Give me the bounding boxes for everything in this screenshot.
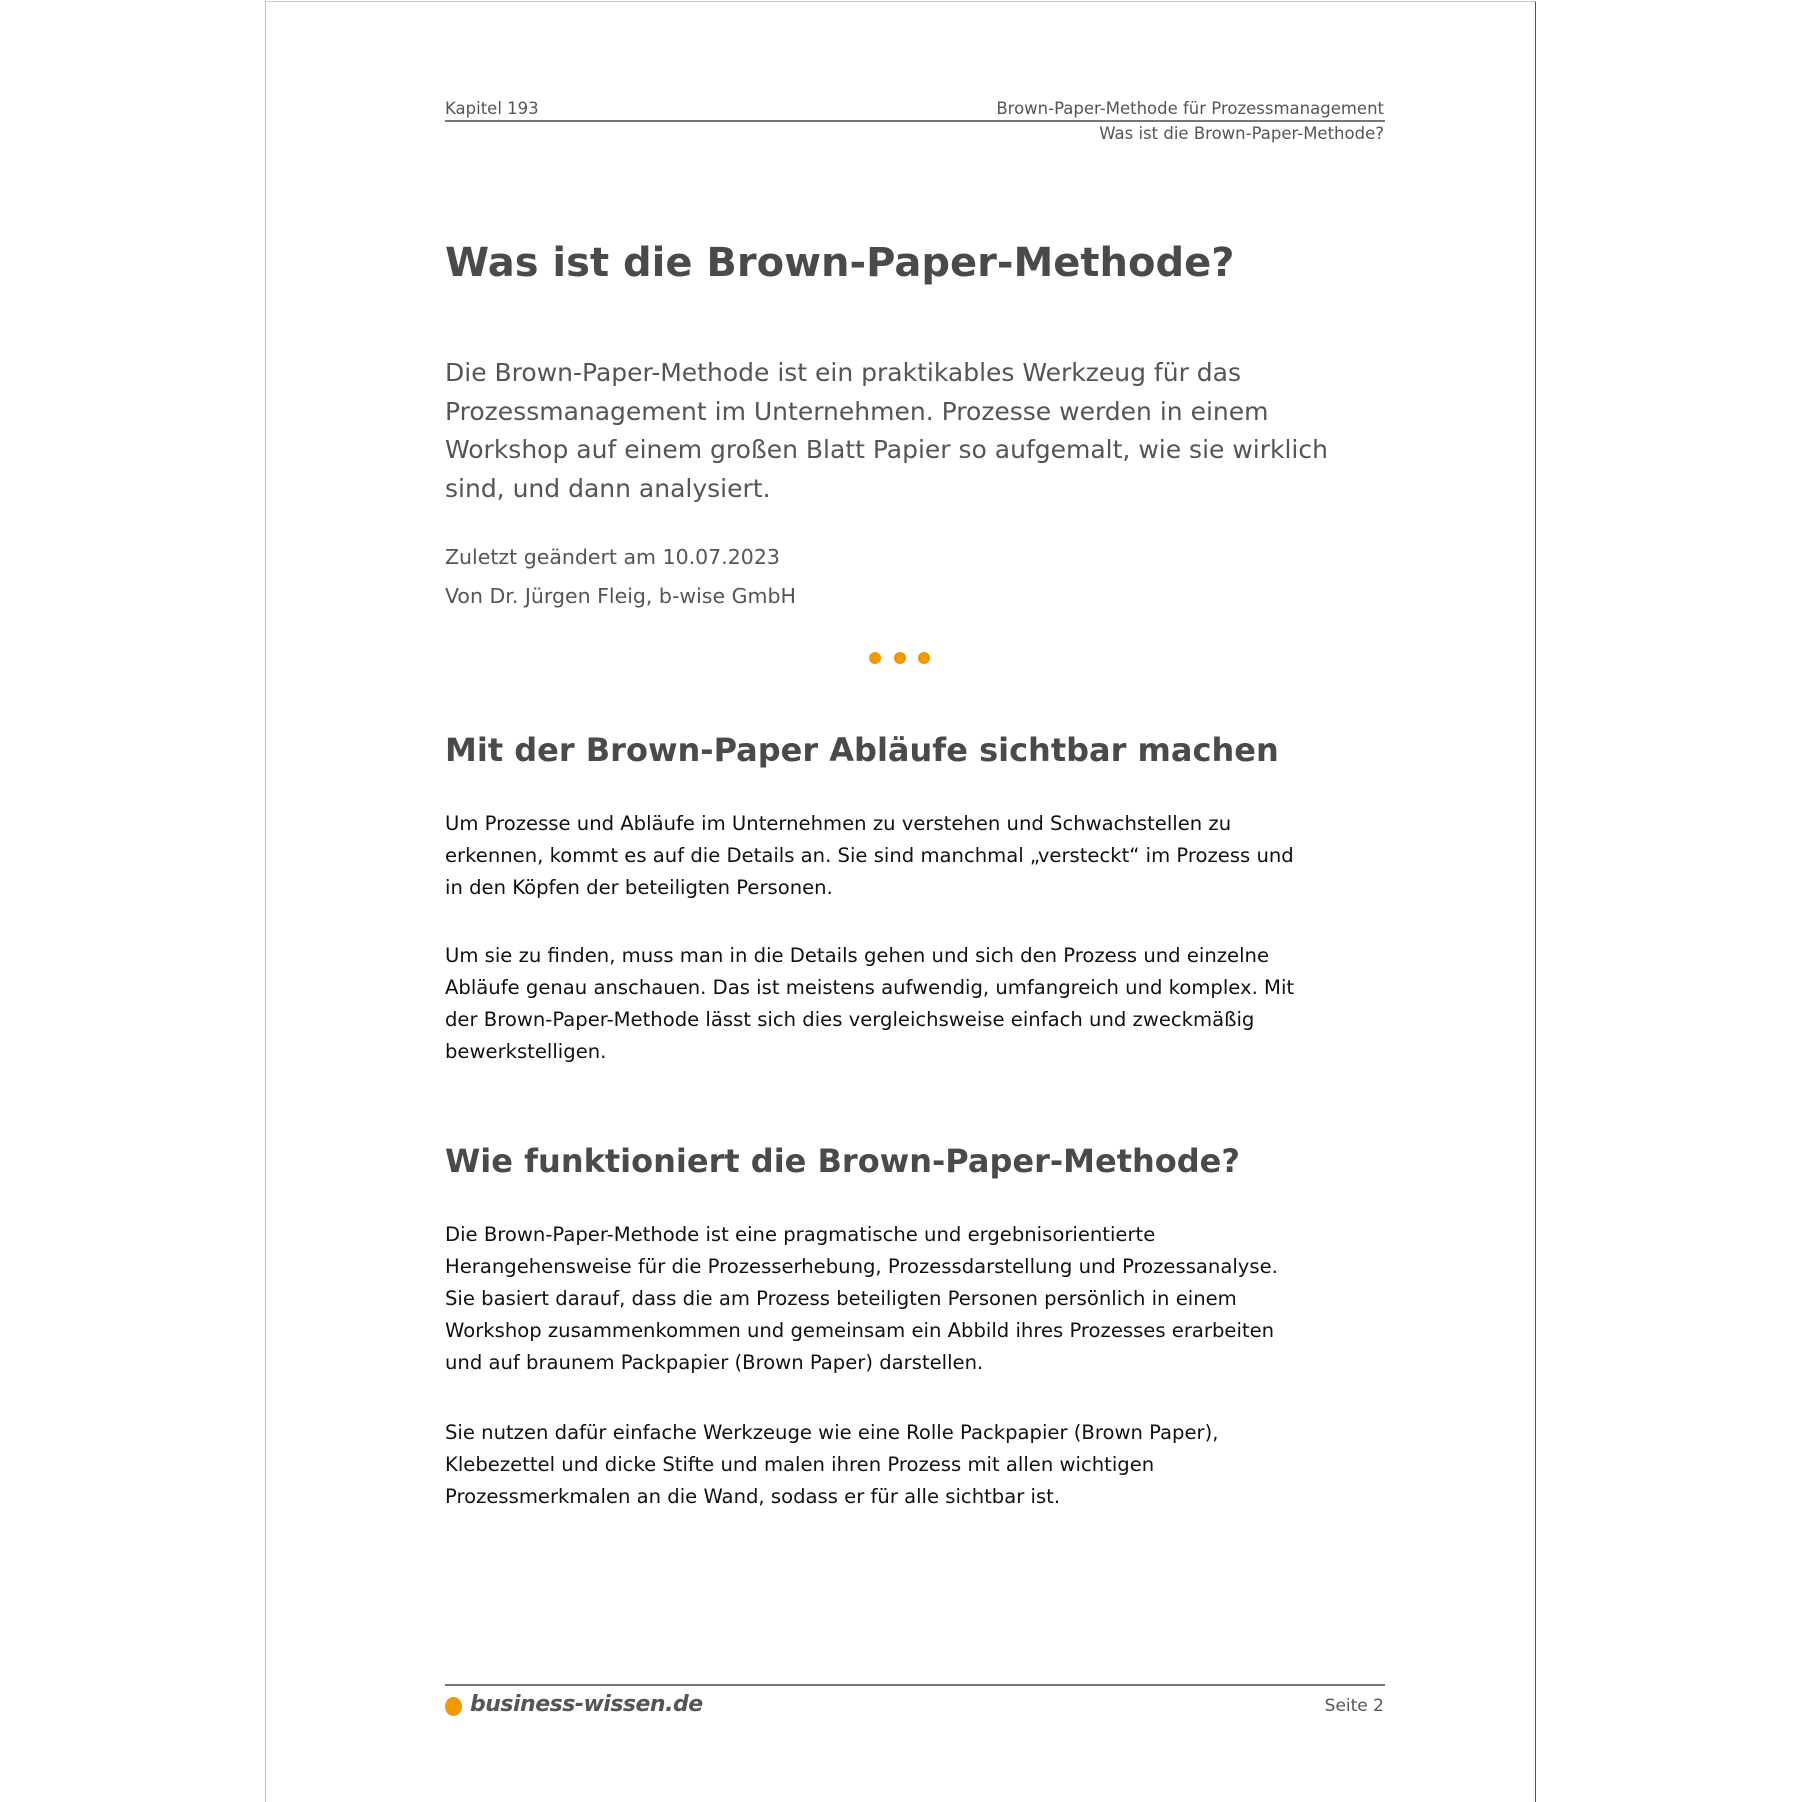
text-line: bewerkstelligen.	[445, 1040, 607, 1063]
page-title: Was ist die Brown-Paper-Methode?	[445, 240, 1235, 286]
separator-dot	[894, 652, 906, 664]
text-line: und auf braunem Packpapier (Brown Paper) darstellen.	[445, 1351, 984, 1374]
footer-rule	[445, 1684, 1385, 1686]
lead-line: Workshop auf einem großen Blatt Papier so aufgemalt, wie sie wirklich	[445, 435, 1328, 464]
header-chapter: Kapitel 193	[445, 99, 539, 118]
text-line: Um sie zu finden, muss man in die Details gehen und sich den Prozess und einzelne	[445, 944, 1270, 967]
separator-dot	[869, 652, 881, 664]
author: Von Dr. Jürgen Fleig, b-wise GmbH	[445, 584, 796, 608]
text-line: in den Köpfen der beteiligten Personen.	[445, 876, 833, 899]
text-line: Um Prozesse und Abläufe im Unternehmen zu verstehen und Schwachstellen zu	[445, 812, 1232, 835]
section-heading: Mit der Brown-Paper Abläufe sichtbar machen	[445, 731, 1279, 769]
lead-paragraph	[445, 354, 1328, 508]
text-line: der Brown-Paper-Methode lässt sich dies vergleichsweise einfach und zweckmäßig	[445, 1008, 1255, 1031]
text-line: erkennen, kommt es auf die Details an. Sie sind manchmal „versteckt“ im Prozess und	[445, 844, 1294, 867]
text-line: Herangehensweise für die Prozesserhebung, Prozessdarstellung und Prozessanalyse.	[445, 1255, 1278, 1278]
footer-logo: business-wissen.de	[470, 1692, 703, 1717]
logo-dot-icon	[445, 1697, 462, 1716]
text-line: Prozessmerkmalen an die Wand, sodass er für alle sichtbar ist.	[445, 1485, 1061, 1508]
page-number: Seite 2	[1324, 1696, 1384, 1716]
text-line: Sie nutzen dafür einfache Werkzeuge wie eine Rolle Packpapier (Brown Paper),	[445, 1421, 1219, 1444]
separator-dot	[918, 652, 930, 664]
text-line: Sie basiert darauf, dass die am Prozess beteiligten Personen persönlich in einem	[445, 1287, 1237, 1310]
text-line: Klebezettel und dicke Stifte und malen ihren Prozess mit allen wichtigen	[445, 1453, 1155, 1476]
body-paragraph	[445, 1219, 1278, 1379]
header-section: Was ist die Brown-Paper-Methode?	[1099, 124, 1384, 143]
section-heading: Wie funktioniert die Brown-Paper-Methode?	[445, 1142, 1240, 1180]
lead-line: Die Brown-Paper-Methode ist ein praktikables Werkzeug für das	[445, 358, 1242, 387]
lead-line: Prozessmanagement im Unternehmen. Prozesse werden in einem	[445, 396, 1269, 426]
text-line: Abläufe genau anschauen. Das ist meistens aufwendig, umfangreich und komplex. Mit	[445, 976, 1295, 999]
body-paragraph	[445, 940, 1294, 1068]
body-paragraph	[445, 808, 1294, 904]
header-rule	[445, 120, 1385, 122]
lead-line: sind, und dann analysiert.	[445, 473, 771, 503]
text-line: Workshop zusammenkommen und gemeinsam ein Abbild ihres Prozesses erarbeiten	[445, 1319, 1275, 1342]
text-line: Die Brown-Paper-Methode ist eine pragmatische und ergebnisorientierte	[445, 1223, 1156, 1246]
last-updated: Zuletzt geändert am 10.07.2023	[445, 545, 780, 569]
body-paragraph	[445, 1417, 1218, 1513]
header-doc-title: Brown-Paper-Methode für Prozessmanagement	[996, 99, 1384, 118]
